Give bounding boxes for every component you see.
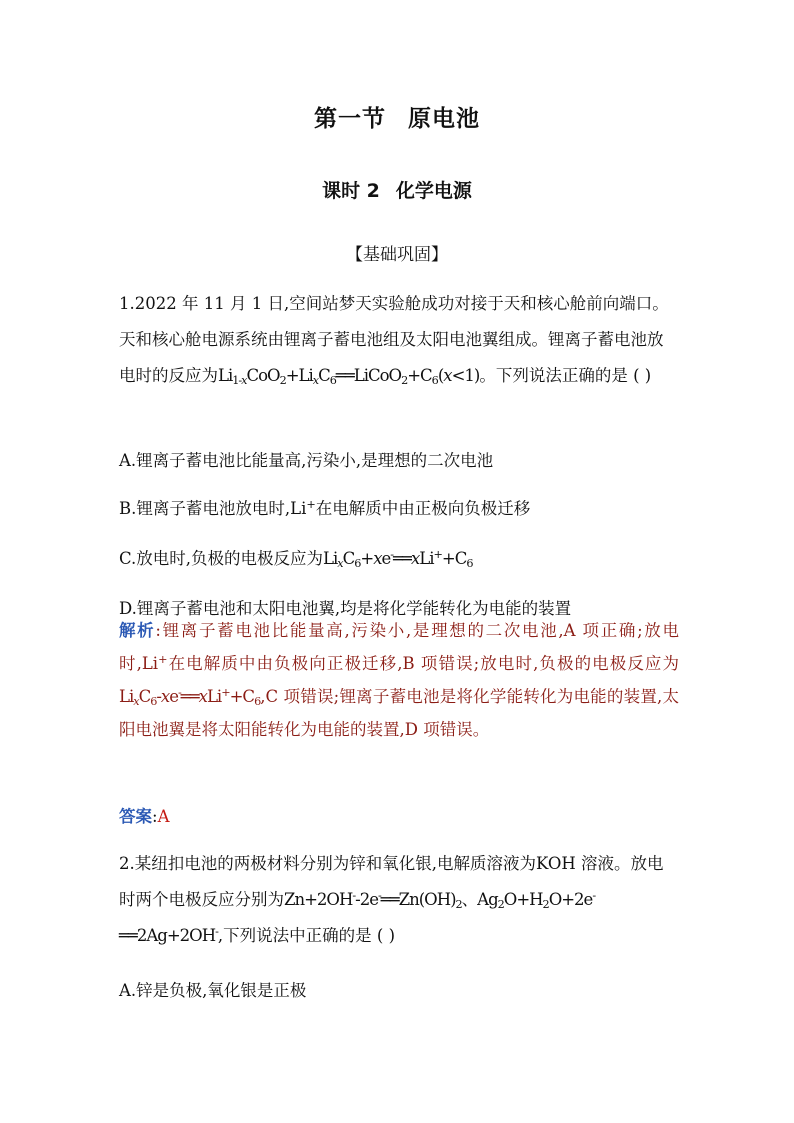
- question-1-option-d: D.锂离子蓄电池和太阳电池翼,均是将化学能转化为电能的装置: [119, 599, 572, 618]
- question-2-stem: 2.某纽扣电池的两极材料分别为锌和氧化银,电解质溶液为KOH 溶液。放电时两个电极反应分别为$Zn+2OH^--2e^-══Zn(OH)_2$、$Ag_2O+H_2O+2e^-══2Ag+2OH^-$,下列说法中正确的是 ( ): [119, 854, 664, 945]
- lesson-label: 课时 2: [322, 180, 380, 202]
- question-1-stem: 1.2022 年 11 月 1 日,空间站梦天实验舱成功对接于天和核心舱前向端口。天和核心舱电源系统由锂离子蓄电池组及太阳电池翼组成。锂离子蓄电池放电时的反应为$Li_{1-x}CoO_2+Li_xC_6══LiCoO_2+C_6(x<1)$。下列说法正确的是 ( ): [119, 294, 669, 387]
- reaction-equation: $Li_{1-x}CoO_2+Li_xC_6══LiCoO_2+C_6(x<1)$: [218, 366, 480, 387]
- analysis-label: 解析: [119, 621, 156, 640]
- question-1-option-a: A.锂离子蓄电池比能量高,污染小,是理想的二次电池: [119, 451, 494, 470]
- electrode-reactions: $Zn+2OH^--2e^-══Zn(OH)_2$、$Ag_2O+H_2O+2e^-══2Ag+2OH^-$: [119, 888, 596, 945]
- lesson-title: 化学电源: [395, 180, 472, 202]
- question-1-option-b: B.锂离子蓄电池放电时,Li+在电解质中由正极向负极迁移: [119, 497, 531, 518]
- question-1-option-c: C.放电时,负极的电极反应为$Li_xC_6+xe^-══xLi^++C_6$: [119, 547, 473, 570]
- chapter-title: 第一节: [314, 106, 386, 132]
- question-1-answer: 答案:A: [119, 807, 170, 826]
- answer-value: A: [157, 807, 170, 826]
- section-label: 【基础巩固】: [346, 245, 448, 265]
- chapter-subtitle: 原电池: [408, 106, 480, 132]
- electrode-equation-c: $Li_xC_6+xe^-══xLi^++C_6$: [323, 547, 473, 570]
- question-2-option-a: A.锌是负极,氧化银是正极: [119, 981, 307, 1000]
- chapter-heading: [0, 100, 794, 133]
- answer-label: 答案: [119, 807, 152, 826]
- lesson-heading: [0, 176, 794, 203]
- electrode-equation-analysis: $Li_xC_6-xe^-══xLi^++C_6$: [119, 685, 261, 708]
- question-1-analysis: 解析:锂离子蓄电池比能量高,污染小,是理想的二次电池,A 项正确;放电时,Li+在电解质中由负极向正极迁移,B 项错误;放电时,负极的电极反应为 $Li_xC_6-xe^-══xLi^++C_6,C$ 项错误;锂离子蓄电池是将化学能转化为电能的装置,太阳电池翼是将太阳能转化为电能的装置,D 项错误。: [119, 621, 680, 739]
